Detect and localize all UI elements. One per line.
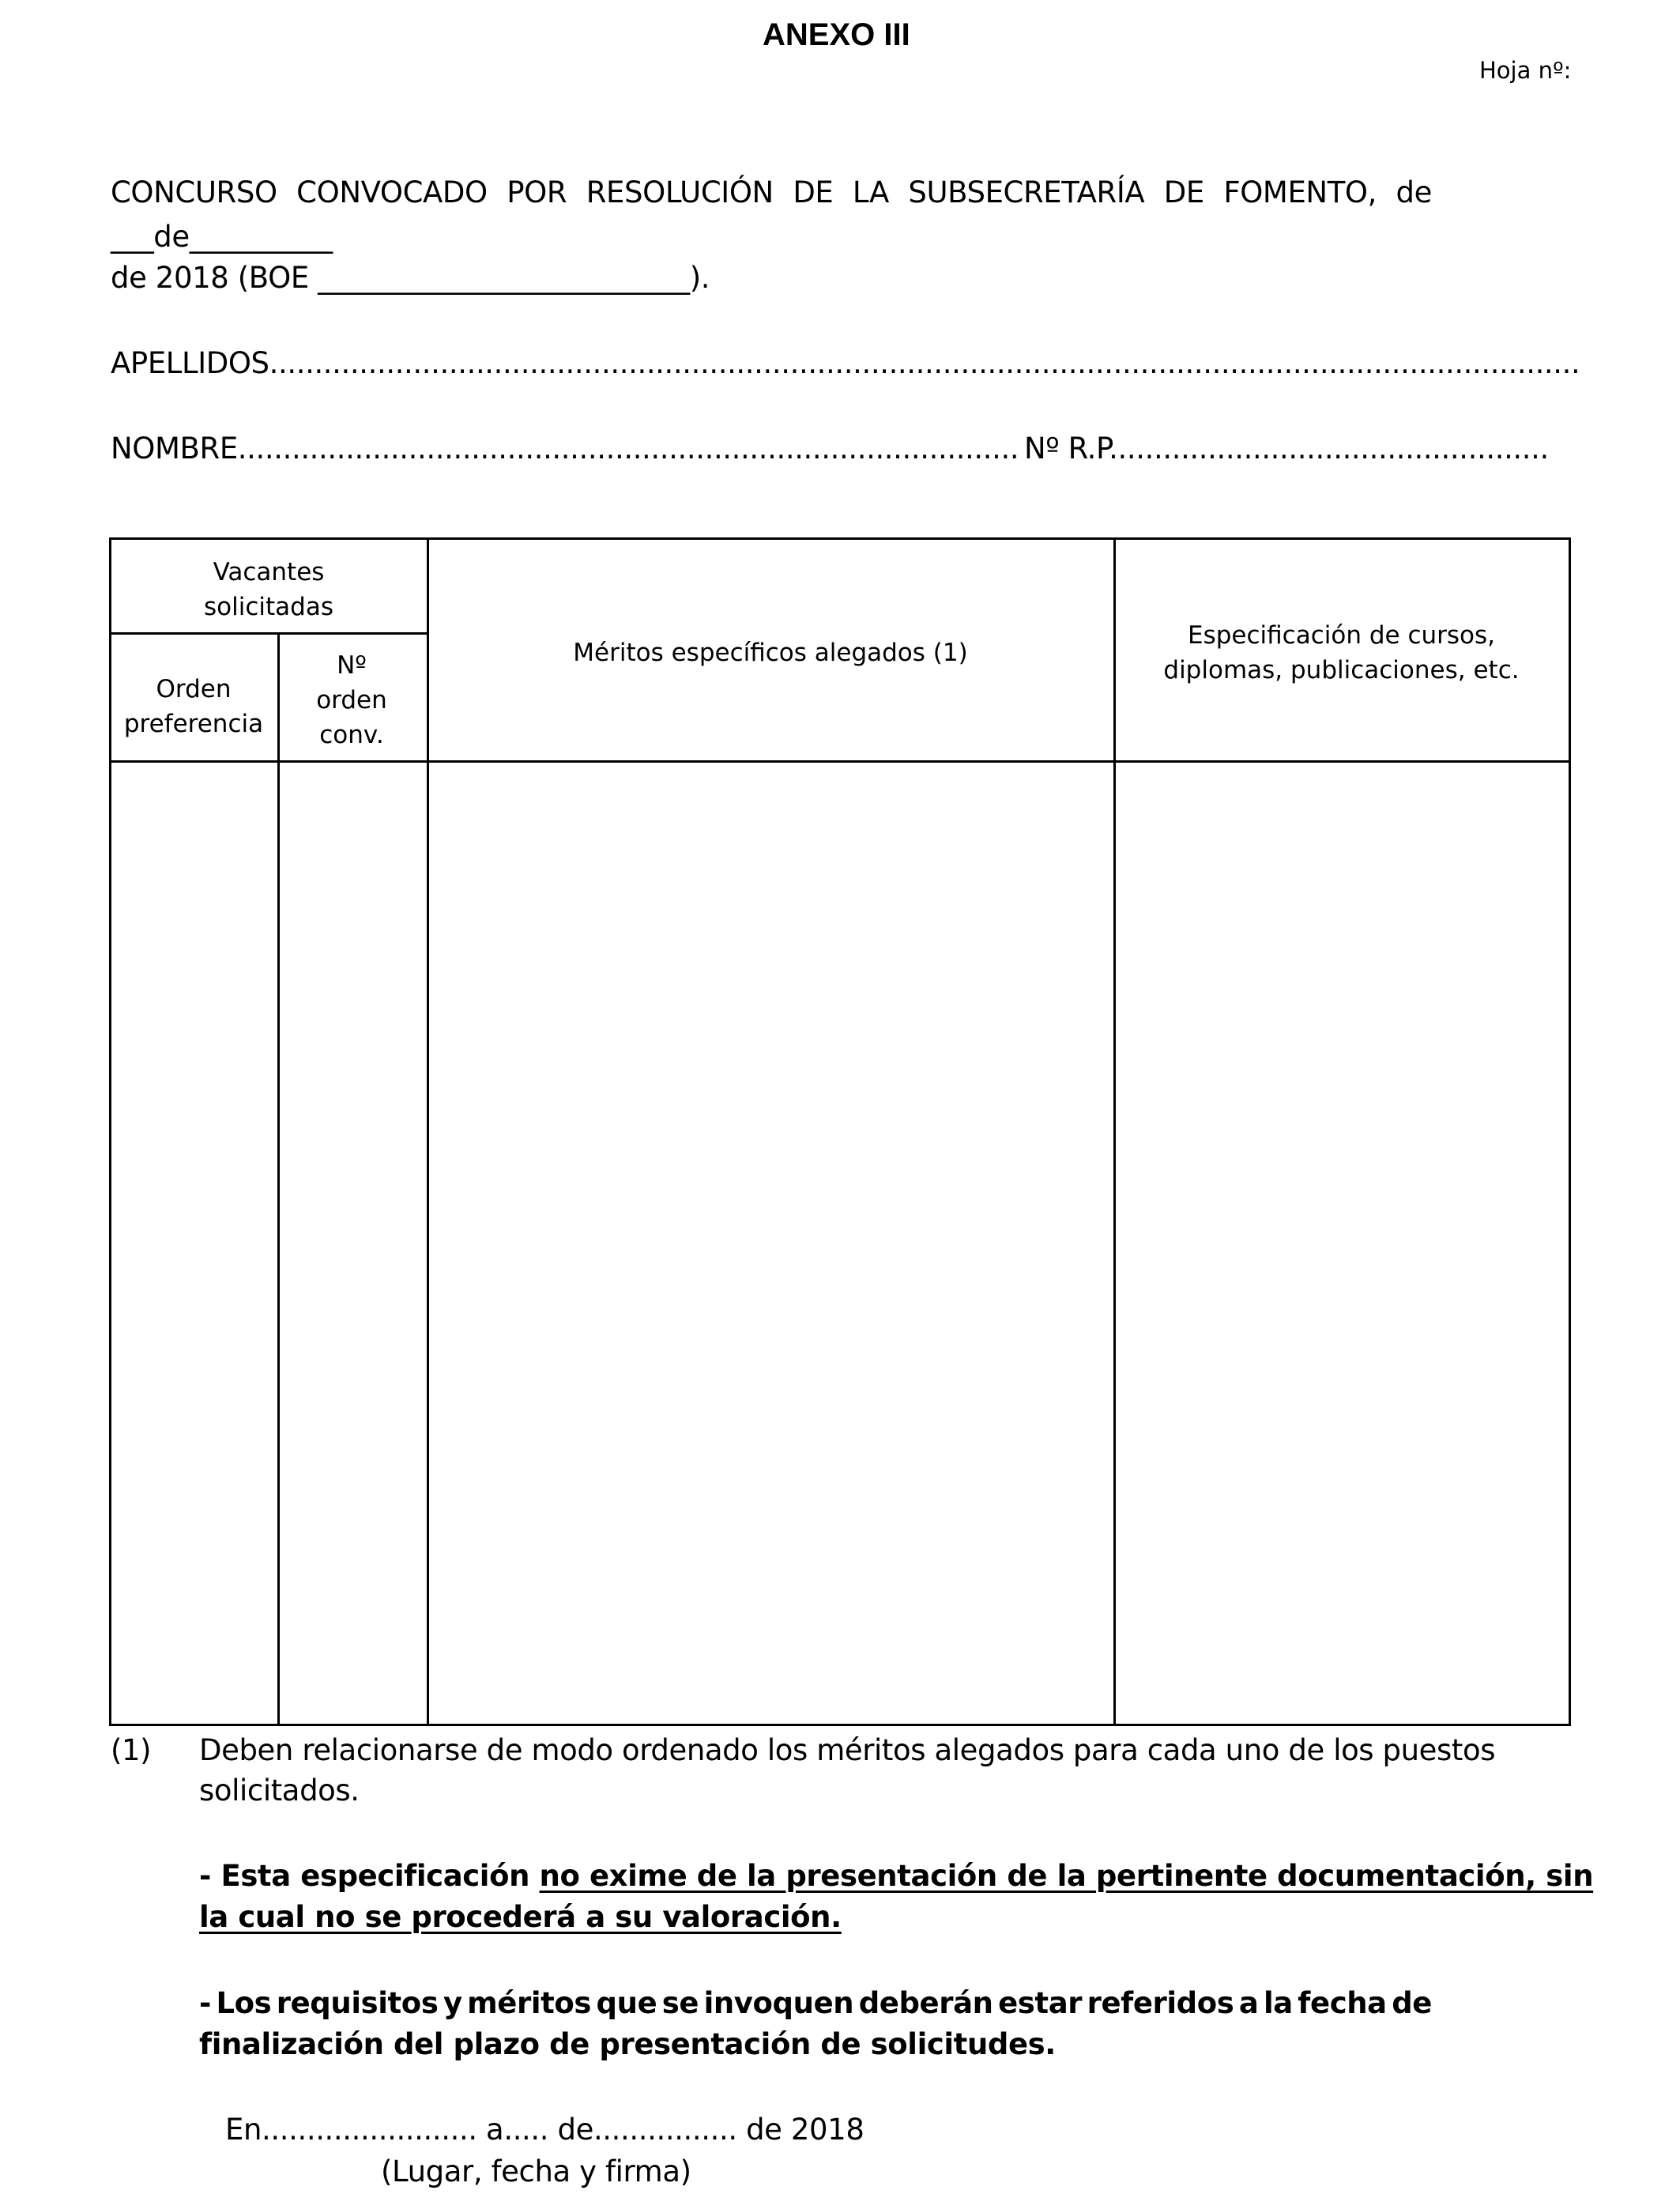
note-1-line-2: solicitados. [199,1774,360,1808]
convocatoria-date-blank[interactable]: ___de__________ [111,220,333,254]
place-date-line[interactable]: En........................ a..... de................ de 2018 [225,2113,864,2147]
note-marker: (1) [111,1733,152,1767]
note-3-line-1-word: estar [998,1986,1083,2020]
table-vacantes-divider [109,632,428,635]
convocatoria-line-1-word: FOMENTO, [1223,175,1377,209]
note-3-line-2: finalización del plazo de presentación de solicitudes. [199,2027,1056,2061]
cell-meritos[interactable] [429,763,1113,1724]
note-3-line-1-word: y [443,1986,462,2020]
convocatoria-line-1-word: POR [507,175,567,209]
sheet-number-label: Hoja nº: [1479,57,1572,84]
note-1-line-1: Deben relacionarse de modo ordenado los méritos alegados para cada uno de los puestos [199,1733,1496,1767]
nrp-field[interactable]: Nº R.P................................................. [1024,432,1549,466]
convocatoria-line-1-word: CONCURSO [111,175,277,209]
convocatoria-line-1-word: RESOLUCIÓN [586,175,774,209]
header-especificacion: Especificación de cursos, diplomas, publicaciones, etc. [1163,621,1520,684]
convocatoria-line-1-word: CONVOCADO [296,175,488,209]
note-2-line-1 [199,1859,1593,1893]
header-meritos: Méritos específicos alegados (1) [573,639,968,667]
convocatoria-line-1-word: de [1396,175,1432,209]
note-2-underlined-1: no exime de la presentación de la pertinente documentación, sin [539,1859,1594,1893]
note-3-line-1 [199,1986,1432,2020]
cell-especificacion[interactable] [1116,763,1569,1724]
note-3-line-1-word: invoquen [703,1986,854,2020]
convocatoria-line-1-word: SUBSECRETARÍA [908,175,1145,209]
note-3-line-1-word: méritos [467,1986,592,2020]
convocatoria-line-1-word: LA [852,175,889,209]
note-2-line-2: la cual no se procederá a su valoración. [199,1900,842,1934]
convocatoria-boe-line[interactable]: de 2018 (BOE __________________________). [111,261,710,295]
note-2-prefix: - Esta especificación [199,1859,530,1893]
cell-orden-conv[interactable] [280,763,427,1724]
convocatoria-line-1 [111,175,1432,209]
note-3-line-1-word: - [199,1986,211,2020]
nombre-field[interactable]: NOMBRE....................................................................................... [111,432,1019,466]
convocatoria-line-1-word: DE [1163,175,1204,209]
signature-caption: (Lugar, fecha y firma) [381,2154,691,2188]
note-3-line-1-word: de [1392,1986,1432,2020]
header-orden-conv: Nº orden conv. [316,651,387,749]
apellidos-field[interactable]: APELLIDOS.................................................................................................................................................. [111,346,1580,380]
table-border-bottom [109,1724,1571,1726]
note-3-line-1-word: fecha [1298,1986,1387,2020]
note-3-line-1-word: requisitos [276,1986,439,2020]
page-title: ANEXO III [763,17,910,52]
note-3-line-1-word: deberán [858,1986,993,2020]
note-3-line-1-word: la [1263,1986,1293,2020]
note-3-line-1-word: se [661,1986,699,2020]
header-orden-preferencia: Orden preferencia [123,675,264,738]
header-vacantes-solicitadas: Vacantes solicitadas [204,558,333,621]
note-3-line-1-word: que [596,1986,657,2020]
convocatoria-line-1-word: DE [793,175,834,209]
note-3-line-1-word: a [1238,1986,1259,2020]
note-3-line-1-word: Los [216,1986,272,2020]
cell-orden-preferencia[interactable] [111,763,277,1724]
table-border-right [1569,537,1571,1726]
note-3-line-1-word: referidos [1087,1986,1234,2020]
table-border-top [109,537,1571,540]
